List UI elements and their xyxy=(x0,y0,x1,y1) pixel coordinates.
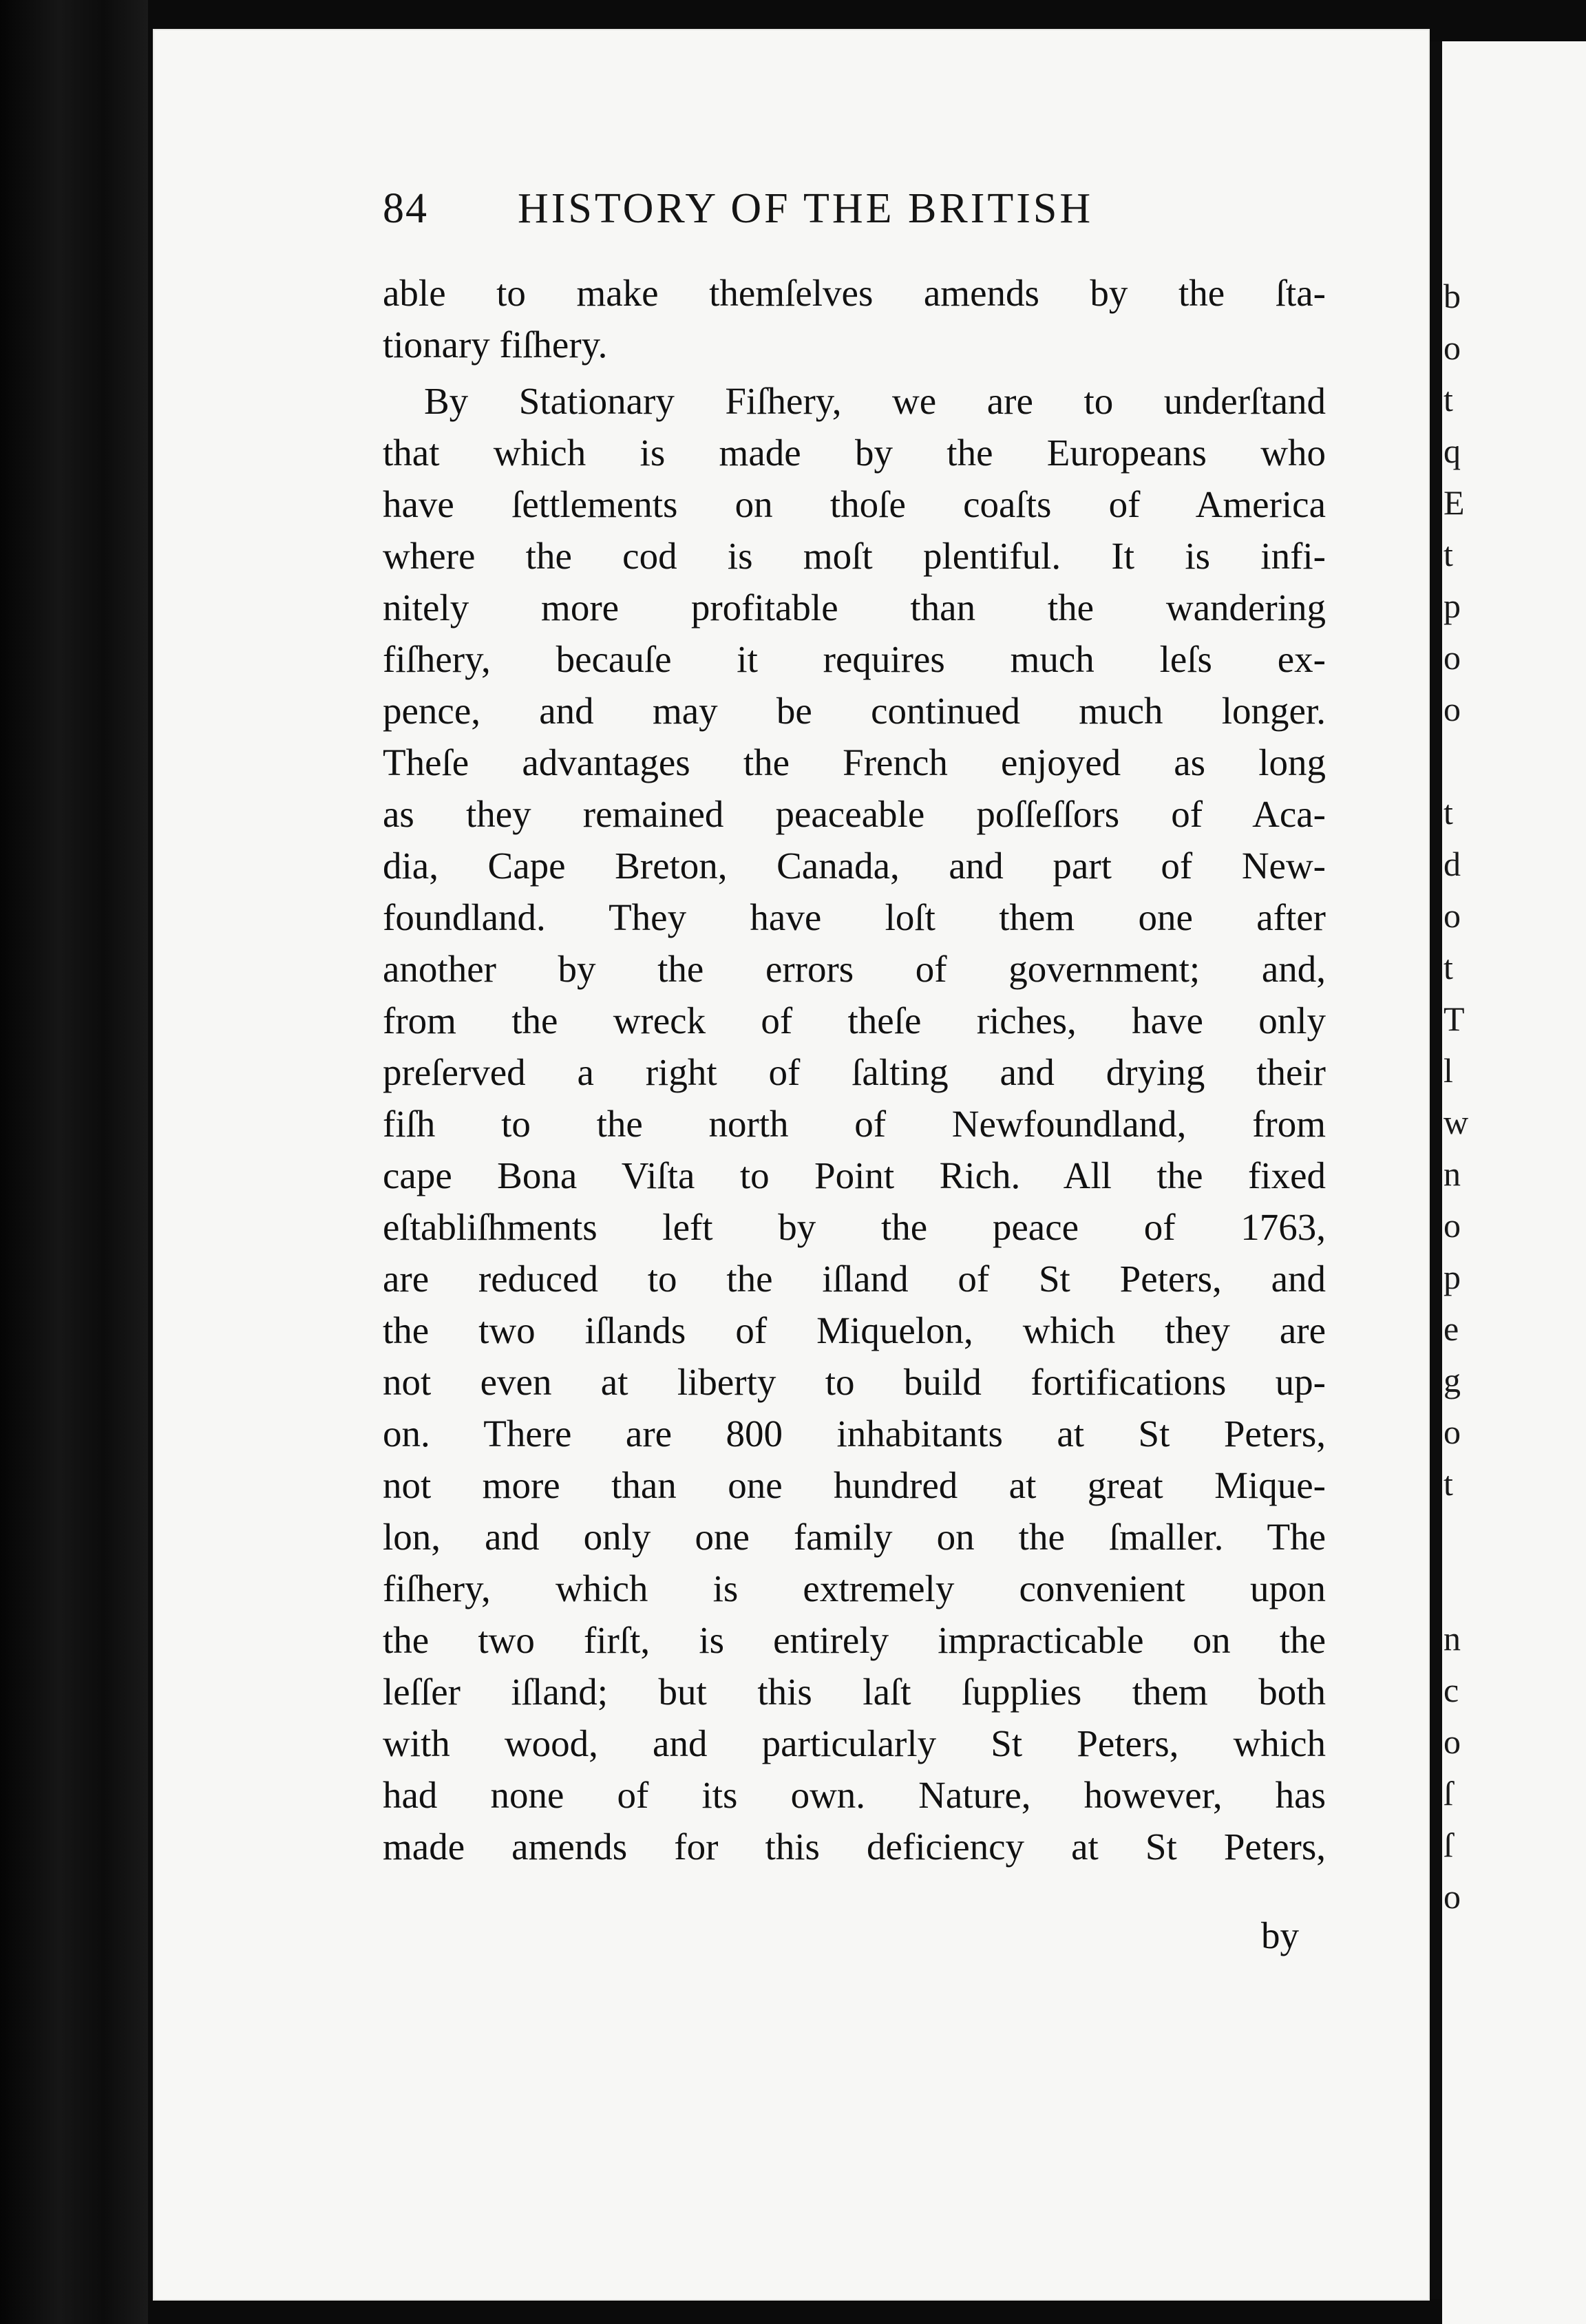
text-line: fiſhery, becauſe it requires much leſs ex- xyxy=(383,638,1326,680)
text-line: another by the errors of government; and, xyxy=(383,948,1326,990)
facing-line-fragment: o xyxy=(1444,638,1461,677)
text-line: as they remained peaceable poſſeſſors of Aca- xyxy=(383,793,1326,835)
text-line: cape Bona Viſta to Point Rich. All the fixed xyxy=(383,1154,1326,1196)
facing-line-fragment: o xyxy=(1444,1413,1461,1451)
text-line: preſerved a right of ſalting and drying their xyxy=(383,1051,1326,1093)
running-head-title: HISTORY OF THE BRITISH xyxy=(518,185,1094,232)
catchword: by xyxy=(1261,1914,1299,1956)
facing-line-fragment: t xyxy=(1444,380,1453,419)
text-line: have ſettlements on thoſe coaſts of America xyxy=(383,483,1326,525)
text-line: nitely more profitable than the wandering xyxy=(383,587,1326,628)
facing-line-fragment: t xyxy=(1444,793,1453,832)
text-line: the two iſlands of Miquelon, which they are xyxy=(383,1309,1326,1351)
facing-line-fragment: o xyxy=(1444,1877,1461,1916)
facing-line-fragment: l xyxy=(1444,1051,1453,1090)
text-line: fiſhery, which is extremely convenient upon xyxy=(383,1567,1326,1609)
text-line: eſtabliſhments left by the peace of 1763, xyxy=(383,1206,1326,1248)
text-line: from the wreck of theſe riches, have only xyxy=(383,1000,1326,1042)
facing-line-fragment: E xyxy=(1444,483,1465,522)
text-line: able to make themſelves amends by the ſta- xyxy=(383,272,1326,314)
text-line: the two firſt, is entirely impracticable on the xyxy=(383,1619,1326,1661)
text-line: on. There are 800 inhabitants at St Peters, xyxy=(383,1413,1326,1455)
page-gutter xyxy=(1430,41,1442,2299)
facing-line-fragment: o xyxy=(1444,1722,1461,1761)
text-line: not even at liberty to build fortifications up- xyxy=(383,1361,1326,1403)
text-line: pence, and may be continued much longer. xyxy=(383,690,1326,732)
facing-line-fragment: b xyxy=(1444,277,1461,315)
facing-line-fragment: n xyxy=(1444,1619,1461,1658)
facing-line-fragment: o xyxy=(1444,896,1461,935)
book-binding-edge xyxy=(0,0,148,2324)
page-number: 84 xyxy=(383,185,428,232)
text-line: dia, Cape Breton, Canada, and part of New- xyxy=(383,845,1326,887)
text-line: foundland. They have loſt them one after xyxy=(383,896,1326,938)
text-line: not more than one hundred at great Mique- xyxy=(383,1464,1326,1506)
facing-line-fragment: o xyxy=(1444,328,1461,367)
facing-line-fragment: t xyxy=(1444,1464,1453,1503)
text-line: leſſer iſland; but this laſt ſupplies them both xyxy=(383,1671,1326,1713)
facing-line-fragment: ſ xyxy=(1444,1826,1453,1864)
text-line: tionary fiſhery. xyxy=(383,324,608,366)
facing-page-edge xyxy=(1442,41,1586,2324)
facing-line-fragment: t xyxy=(1444,535,1453,573)
facing-line-fragment: T xyxy=(1444,1000,1465,1038)
facing-line-fragment: o xyxy=(1444,690,1461,728)
text-line: that which is made by the Europeans who xyxy=(383,432,1326,474)
text-line: had none of its own. Nature, however, has xyxy=(383,1774,1326,1816)
text-line: By Stationary Fiſhery, we are to underſtand xyxy=(424,380,1326,422)
text-line: made amends for this deficiency at St Peters, xyxy=(383,1826,1326,1868)
facing-line-fragment: e xyxy=(1444,1309,1459,1348)
text-line: lon, and only one family on the ſmaller. The xyxy=(383,1516,1326,1558)
text-line: Theſe advantages the French enjoyed as long xyxy=(383,741,1326,783)
facing-line-fragment: q xyxy=(1444,432,1461,470)
facing-line-fragment: n xyxy=(1444,1154,1461,1193)
facing-line-fragment: o xyxy=(1444,1206,1461,1245)
facing-line-fragment: p xyxy=(1444,1258,1461,1296)
text-line: where the cod is moſt plentiful. It is infi- xyxy=(383,535,1326,577)
facing-line-fragment: t xyxy=(1444,948,1453,986)
facing-line-fragment: g xyxy=(1444,1361,1461,1399)
facing-line-fragment: w xyxy=(1444,1103,1469,1141)
facing-line-fragment: c xyxy=(1444,1671,1459,1709)
facing-line-fragment: d xyxy=(1444,845,1461,883)
running-head xyxy=(383,184,1236,240)
text-line: are reduced to the iſland of St Peters, and xyxy=(383,1258,1326,1300)
text-line: with wood, and particularly St Peters, which xyxy=(383,1722,1326,1764)
facing-line-fragment: p xyxy=(1444,587,1461,625)
text-line: fiſh to the north of Newfoundland, from xyxy=(383,1103,1326,1145)
facing-line-fragment: ſ xyxy=(1444,1774,1453,1813)
